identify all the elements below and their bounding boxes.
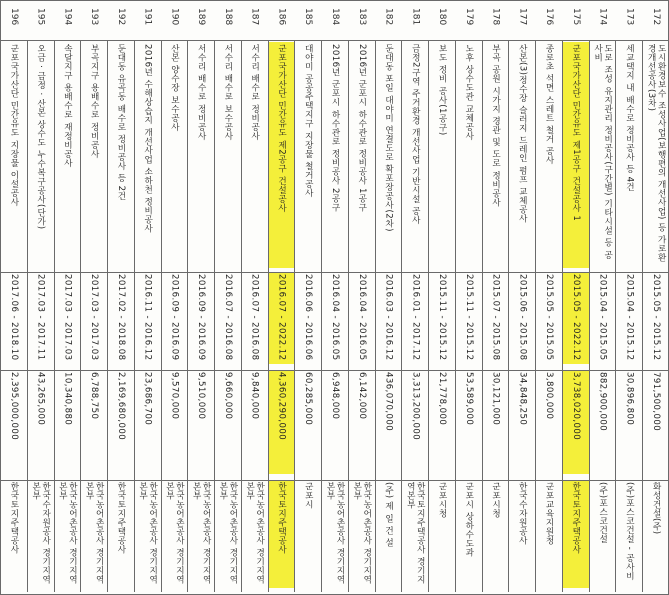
contract-period: 2016.11 - 2016.12 (142, 274, 153, 361)
ordering-agency-cell (215, 480, 241, 588)
table-row (375, 8, 402, 592)
contract-amount: 53,589,000 (463, 372, 474, 426)
contract-amount-cell (616, 370, 642, 474)
contract-amount: 4,360,290,000 (276, 372, 287, 441)
project-name: 도로 조성 유지관리 정비공사(구간별) 기타시설 등 공사비 (592, 44, 613, 260)
contract-period-cell (322, 272, 348, 364)
row-number-cell (590, 2, 616, 38)
project-name: 보도 정비 공사(1공구) (437, 44, 448, 136)
contract-period-cell (215, 272, 241, 364)
row-number: 195 (35, 8, 46, 26)
contract-amount: 30,121,000 (490, 372, 501, 426)
contract-amount: 9,840,000 (249, 372, 260, 420)
table-row (508, 8, 535, 592)
contract-period: 2015.04 - 2015.05 (597, 274, 608, 361)
table-row (428, 8, 455, 592)
row-number-cell (376, 2, 402, 38)
ordering-agency: 군포시청 (437, 482, 448, 518)
contract-amount: 60,285,000 (303, 372, 314, 426)
row-number: 172 (651, 8, 662, 26)
project-name-cell (563, 42, 589, 268)
contract-period: 2016.04 - 2016.05 (329, 274, 340, 361)
ordering-agency: 한국수자원공사 (517, 482, 528, 545)
row-number: 187 (249, 8, 260, 26)
contract-period: 2017.02 - 2018.08 (115, 274, 126, 361)
ordering-agency-cell (28, 480, 54, 588)
contract-period: 2015.06 - 2015.08 (517, 274, 528, 361)
table-row (161, 8, 188, 592)
contract-amount-cell (643, 370, 669, 474)
row-number-cell (563, 2, 589, 38)
table-row (401, 8, 428, 592)
contract-amount-cell (402, 370, 428, 474)
ordering-agency-cell (55, 480, 81, 588)
row-number-cell (215, 2, 241, 38)
project-name-cell (295, 42, 321, 268)
row-number: 178 (490, 8, 501, 26)
table-row (535, 8, 562, 592)
ordering-agency: 화성건설(주) (651, 482, 662, 535)
project-name-cell (81, 42, 107, 268)
contract-period-cell (188, 272, 214, 364)
contract-period: 2016.06 - 2016.06 (303, 274, 314, 361)
contract-period-cell (643, 272, 669, 364)
row-number-cell (509, 2, 535, 38)
contract-period: 2017.03 - 2017.03 (62, 274, 73, 361)
row-number-cell (242, 2, 268, 38)
project-name: 산본(3)정수장 슬러지 드레인 펌프 교체공사 (517, 44, 528, 223)
row-number-cell (456, 2, 482, 38)
contract-amount-cell (162, 370, 188, 474)
ordering-agency: 한국농어촌공사 경기지역본부 (57, 482, 78, 585)
row-number-cell (269, 2, 295, 38)
row-number-cell (349, 2, 375, 38)
project-name-cell (322, 42, 348, 268)
org-rule (0, 480, 669, 481)
row-number-cell (1, 2, 27, 38)
contract-amount: 3,800,000 (544, 372, 555, 420)
project-name-cell (188, 42, 214, 268)
ordering-agency-cell (188, 480, 214, 588)
project-name-cell (162, 42, 188, 268)
contract-period-cell (269, 272, 295, 364)
table-row (321, 8, 348, 592)
contract-period-cell (616, 272, 642, 364)
contract-period-cell (135, 272, 161, 364)
contract-amount-cell (215, 370, 241, 474)
contract-period-cell (402, 272, 428, 364)
contract-amount: 21,778,000 (437, 372, 448, 426)
project-name-cell (108, 42, 134, 268)
row-number-cell (536, 2, 562, 38)
contract-period-cell (349, 272, 375, 364)
project-name-cell (483, 42, 509, 268)
table-row (134, 8, 161, 592)
contract-amount-cell (536, 370, 562, 474)
project-name: 서수리 배수로 보수공사 (222, 44, 233, 141)
row-number-cell (28, 2, 54, 38)
row-number: 192 (115, 8, 126, 26)
project-name: 종로초 석면 스레트 철거 공사 (544, 44, 555, 165)
project-name-cell (55, 42, 81, 268)
row-number: 185 (303, 8, 314, 26)
row-number: 180 (437, 8, 448, 26)
contract-amount: 2,169,680,000 (115, 372, 126, 441)
contract-amount-cell (376, 370, 402, 474)
row-number: 179 (463, 8, 474, 26)
row-number: 174 (597, 8, 608, 26)
project-name-cell (402, 42, 428, 268)
row-number: 189 (196, 8, 207, 26)
contract-period: 2016.07 - 2016.08 (222, 274, 233, 361)
row-number-cell (643, 2, 669, 38)
contract-amount-cell (483, 370, 509, 474)
row-number: 184 (329, 8, 340, 26)
project-name-cell (1, 42, 27, 268)
project-name: 군포국가산단 민간유도 제1공구 건설공사 1 (570, 44, 581, 222)
row-number: 183 (356, 8, 367, 26)
ordering-agency: 한국농어촌공사 경기지역본부 (84, 482, 105, 585)
period-rule (0, 272, 669, 273)
ordering-agency-cell (81, 480, 107, 588)
contract-amount: 23,686,700 (142, 372, 153, 426)
ordering-agency-cell (108, 480, 134, 588)
project-name: 둔대동 포일 대야미 연결도로 확포장공사(2차) (383, 44, 394, 232)
contract-amount-cell (322, 370, 348, 474)
project-name: 산본 양수장 보수공사 (169, 44, 180, 132)
ordering-agency-cell (162, 480, 188, 588)
row-number-cell (108, 2, 134, 38)
ordering-agency-cell (376, 480, 402, 588)
ordering-agency: 한국농어촌공사 경기지역본부 (164, 482, 185, 585)
ordering-agency: 한국토지주택공사 (570, 482, 581, 554)
project-name: 서수리 배수로 정비공사 (249, 44, 260, 141)
contract-period-cell (242, 272, 268, 364)
contract-period-cell (456, 272, 482, 364)
row-number: 191 (142, 8, 153, 26)
contract-period: 2015.07 - 2015.08 (490, 274, 501, 361)
contract-period-cell (162, 272, 188, 364)
contract-period-cell (563, 272, 589, 364)
contract-period: 2016.01 - 2017.12 (410, 274, 421, 361)
ordering-agency-cell (536, 480, 562, 588)
project-name: 둔대동 유곡동 배수로 정비공사 등 2건 (115, 44, 126, 201)
contract-period-cell (509, 272, 535, 364)
contract-amount: 9,660,000 (222, 372, 233, 420)
project-name-cell (590, 42, 616, 268)
contract-period: 2016.09 - 2016.09 (169, 274, 180, 361)
row-number: 196 (8, 8, 19, 26)
contract-amount: 791,500,000 (651, 372, 662, 432)
ordering-agency-cell (483, 480, 509, 588)
table-row (455, 8, 482, 592)
project-name: 군포국가산단 민간유도 제2공구 건설공사 (276, 44, 287, 213)
contract-amount-cell (590, 370, 616, 474)
contract-period-cell (590, 272, 616, 364)
contract-amount: 3,313,200,000 (410, 372, 421, 441)
project-name-cell (456, 42, 482, 268)
contract-amount-cell (563, 370, 589, 474)
ordering-agency: 한국토지주택공사 (115, 482, 126, 554)
contract-amount: 9,570,000 (169, 372, 180, 420)
row-number: 193 (89, 8, 100, 26)
contract-period: 2015.05 - 2022.12 (570, 274, 581, 361)
table-row (80, 8, 107, 592)
contract-amount-cell (135, 370, 161, 474)
contract-period: 2016.03 - 2016.12 (383, 274, 394, 361)
contract-period-cell (295, 272, 321, 364)
amount-rule (0, 370, 669, 371)
project-name: 2016년 군포시 하수관로 정비공사 2공구 (329, 44, 340, 212)
project-name-cell (616, 42, 642, 268)
ordering-agency: (주) 제 일 건 설 (383, 482, 394, 548)
contract-period-cell (429, 272, 455, 364)
contract-amount: 6,948,000 (329, 372, 340, 420)
row-number-cell (616, 2, 642, 38)
contract-amount-cell (456, 370, 482, 474)
project-name: 속달지구 용배수로 재정비공사 (62, 44, 73, 168)
ordering-agency: 군포시 (303, 482, 314, 509)
ordering-agency: 한국농어촌공사 경기지역본부 (137, 482, 158, 585)
ordering-agency: 한국농어촌공사 경기지역본부 (351, 482, 372, 585)
project-name-cell (349, 42, 375, 268)
contract-amount: 3,738,020,000 (570, 372, 581, 441)
ordering-agency-cell (1, 480, 27, 588)
contract-amount: 2,395,000,000 (8, 372, 19, 441)
project-name: 금정2구역 주거환경 개선사업 기반시설 공사 (410, 44, 421, 225)
contract-period: 2015.05 - 2015.12 (651, 274, 662, 361)
table-row (214, 8, 241, 592)
project-name-cell (28, 42, 54, 268)
contract-period: 2015.04 - 2015.12 (624, 274, 635, 361)
ordering-agency-cell (322, 480, 348, 588)
row-number-cell (483, 2, 509, 38)
project-name: 오금 · 금정 · 산본 상수도 누수복구공사(단가) (35, 44, 46, 230)
ordering-agency-cell (563, 480, 589, 588)
project-name: 부곡 공원 시가지 경관 및 도로 정비공사 (490, 44, 501, 207)
contract-amount-cell (188, 370, 214, 474)
table-row (482, 8, 509, 592)
contract-amount-cell (429, 370, 455, 474)
contract-period: 2017.03 - 2017.03 (89, 274, 100, 361)
row-number-cell (162, 2, 188, 38)
contract-amount: 6,142,000 (356, 372, 367, 420)
contract-amount-cell (108, 370, 134, 474)
row-number: 186 (276, 8, 287, 26)
contract-amount-cell (509, 370, 535, 474)
ordering-agency: 한국농어촌공사 경기지역본부 (244, 482, 265, 585)
ordering-agency: 한국수자원공사 경기지역본부 (30, 482, 51, 585)
contract-period-cell (28, 272, 54, 364)
table-row (294, 8, 321, 592)
project-name-cell (242, 42, 268, 268)
project-name-cell (376, 42, 402, 268)
contract-amount: 882,900,000 (597, 372, 608, 432)
contract-amount-cell (295, 370, 321, 474)
table-row (615, 8, 642, 592)
ordering-agency-cell (590, 480, 616, 588)
ordering-agency: (주)포스코건설 - 공사비 (624, 482, 635, 581)
project-name: 2016년 군포시 하수관로 정비공사 1공구 (356, 44, 367, 212)
project-name: 부곡지구 용배수로 정비공사 (89, 44, 100, 159)
ordering-agency: 한국농어촌공사 경기지역본부 (191, 482, 212, 585)
contract-period-cell (483, 272, 509, 364)
contract-period: 2016.07 - 2022.12 (276, 274, 287, 361)
contract-amount: 9,510,000 (196, 372, 207, 420)
ordering-agency: 한국토지주택공사 경기지역본부 (405, 482, 426, 585)
row-number-cell (429, 2, 455, 38)
row-number-cell (55, 2, 81, 38)
header-rule (0, 40, 669, 41)
contract-period-cell (55, 272, 81, 364)
contract-amount: 10,340,880 (62, 372, 73, 426)
ordering-agency-cell (429, 480, 455, 588)
contract-amount-cell (269, 370, 295, 474)
table-row (54, 8, 81, 592)
contract-amount-cell (349, 370, 375, 474)
contract-amount: 6,788,750 (89, 372, 100, 420)
ordering-agency-cell (402, 480, 428, 588)
contract-period: 2016.04 - 2016.05 (356, 274, 367, 361)
table-row (268, 8, 295, 592)
ordering-agency-cell (349, 480, 375, 588)
row-number: 181 (410, 8, 421, 26)
contract-period-cell (376, 272, 402, 364)
row-number-cell (295, 2, 321, 38)
ordering-agency-cell (295, 480, 321, 588)
row-number-cell (135, 2, 161, 38)
table-row (348, 8, 375, 592)
project-name: 2016년 수해상습지 개선사업 소하천 정비공사 (142, 44, 153, 233)
contract-period: 2016.07 - 2016.08 (249, 274, 260, 361)
row-number: 190 (169, 8, 180, 26)
contract-period: 2015.11 - 2015.12 (463, 274, 474, 361)
row-number: 177 (517, 8, 528, 26)
ordering-agency: 한국농어촌공사 경기지역본부 (217, 482, 238, 585)
row-number: 176 (544, 8, 555, 26)
contract-amount: 34,848,250 (517, 372, 528, 426)
contract-period: 2017.03 - 2017.11 (35, 274, 46, 361)
contract-amount: 30,896,800 (624, 372, 635, 426)
table-row (241, 8, 268, 592)
ordering-agency: 한국농어촌공사 경기지역본부 (324, 482, 345, 585)
contract-period-cell (536, 272, 562, 364)
contract-period-cell (81, 272, 107, 364)
ordering-agency-cell (456, 480, 482, 588)
contract-amount-cell (242, 370, 268, 474)
project-name: 대야미 공공주택지구 지장물 철거공사 (303, 44, 314, 198)
project-name-cell (215, 42, 241, 268)
ordering-agency: 한국토지주택공사 (8, 482, 19, 554)
row-number-cell (402, 2, 428, 38)
contract-period-cell (108, 272, 134, 364)
project-name: 서수리 배수로 정비공사 (196, 44, 207, 141)
table-row (562, 8, 589, 592)
table-row (642, 8, 669, 592)
contract-period: 2015.05 - 2015.05 (544, 274, 555, 361)
row-number-cell (81, 2, 107, 38)
row-number: 175 (570, 8, 581, 26)
contract-amount-cell (55, 370, 81, 474)
ordering-agency-cell (269, 480, 295, 588)
table-row (187, 8, 214, 592)
ordering-agency-cell (135, 480, 161, 588)
contract-amount-cell (81, 370, 107, 474)
ordering-agency-cell (616, 480, 642, 588)
contract-period: 2015.11 - 2015.12 (437, 274, 448, 361)
contract-period: 2017.06 - 2018.10 (8, 274, 19, 361)
ordering-agency-cell (242, 480, 268, 588)
ordering-agency-cell (643, 480, 669, 588)
project-name: 세교택지 내 배수로 정비공사 등 4건 (624, 44, 635, 192)
project-name-cell (509, 42, 535, 268)
project-name-cell (269, 42, 295, 268)
table-row (107, 8, 134, 592)
row-number: 188 (222, 8, 233, 26)
ordering-agency-cell (509, 480, 535, 588)
ordering-agency: 군포교육지원청 (544, 482, 555, 545)
project-name: 노후 상수도관 교체공사 (463, 44, 474, 141)
project-name: 도시환경보수 조성사업(보행편의 개선사업) 등 가로환경개선공사(3차) (646, 44, 667, 263)
ordering-agency: 한국토지주택공사 (276, 482, 287, 554)
project-name-cell (429, 42, 455, 268)
contract-amount-cell (1, 370, 27, 474)
ordering-agency: (주)포스코건설 (597, 482, 608, 544)
row-number: 182 (383, 8, 394, 26)
ordering-agency: 군포시청 (490, 482, 501, 518)
project-name-cell (135, 42, 161, 268)
table-row (27, 8, 54, 592)
table-row (0, 8, 27, 592)
project-name: 군포국가산단 민간유도 지장물 이설공사 (8, 44, 19, 207)
ordering-agency: 군포시 상하수도과 (463, 482, 474, 558)
contract-amount-cell (28, 370, 54, 474)
project-name-cell (536, 42, 562, 268)
contract-amount: 436,070,000 (383, 372, 394, 432)
project-name-cell (643, 42, 669, 268)
row-number: 194 (62, 8, 73, 26)
table-row (589, 8, 616, 592)
row-number-cell (188, 2, 214, 38)
contract-period-cell (1, 272, 27, 364)
row-number-cell (322, 2, 348, 38)
contract-amount: 43,265,000 (35, 372, 46, 426)
row-number: 173 (624, 8, 635, 26)
contract-period: 2016.09 - 2016.09 (196, 274, 207, 361)
